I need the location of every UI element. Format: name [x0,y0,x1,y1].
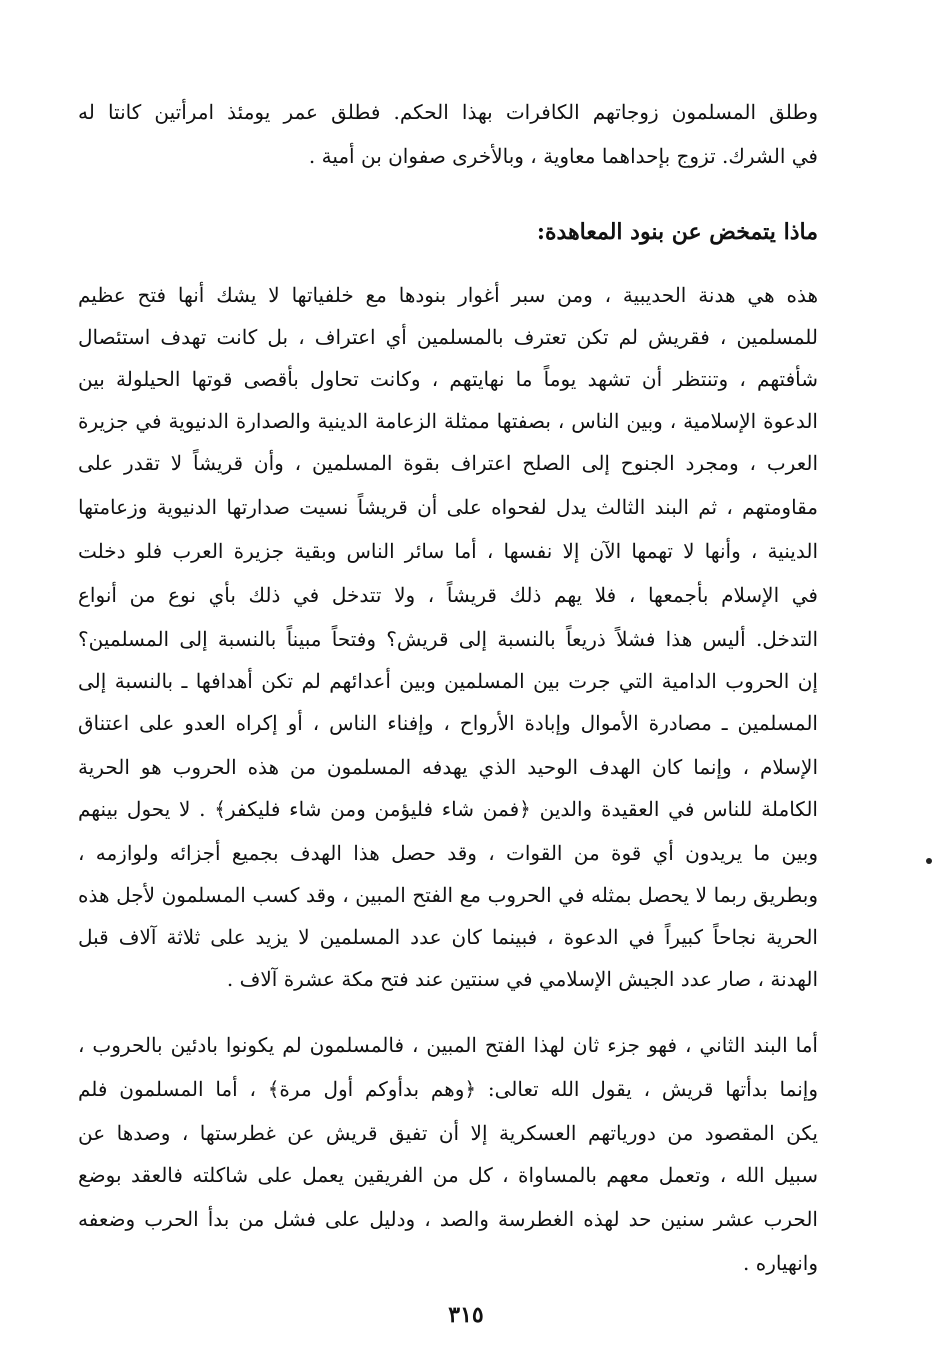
text-line: الدينية ، وأنها لا تهمها الآن إلا نفسها ، أما سائر الناس وبقية جزيرة العرب فلو دخلت [78,539,818,563]
text-line: وانهياره . [743,1251,818,1275]
text-line: مقاومتهم ، ثم البند الثالث يدل لفحواه على أن قريشاً نسيت صدارتها الدنيوية وزعامتها [78,495,818,519]
text-line: للمسلمين ، فقريش لم تكن تعترف بالمسلمين أي اعتراف ، بل كانت تهدف استئصال [78,325,818,349]
text-line: الهدنة ، صار عدد الجيش الإسلامي في سنتين عند فتح مكة عشرة آلاف . [226,967,818,991]
text-line: أما البند الثاني ، فهو جزء ثان لهذا الفتح المبين ، فالمسلمون لم يكونوا بادئين بالحروب ، [78,1033,818,1057]
text-line: وبين ما يريدون أي قوة من القوات ، وقد حصل هذا الهدف بجميع أجزائه ولوازمه ، [78,841,818,865]
text-line: هذه هي هدنة الحديبية ، ومن سبر أغوار بنودها مع خلفياتها لا يشك أنها فتح عظيم [78,283,818,307]
text-line: في الشرك. تزوج بإحداهما معاوية ، وبالأخرى صفوان بن أمية . [308,144,818,168]
text-line: المسلمين ـ مصادرة الأموال وإبادة الأرواح ، وإفناء الناس ، أو إكراه العدو على اعتناق [78,711,818,735]
scan-mark [926,858,932,864]
text-line: الحرب عشر سنين حد لهذه الغطرسة والصد ، ودليل على فشل من بدأ الحرب وضعفه [78,1207,818,1231]
text-line: الإسلام ، وإنما كان الهدف الوحيد الذي يهدفه المسلمون من هذه الحروب هو الحرية [78,755,818,779]
text-line: الحرية نجاحاً كبيراً في الدعوة ، فبينما كان عدد المسلمين لا يزيد على ثلاثة آلاف قبل [78,925,818,949]
page-number: ٣١٥ [448,1302,484,1328]
section-heading: ماذا يتمخض عن بنود المعاهدة: [536,219,818,245]
text-line: العرب ، ومجرد الجنوح إلى الصلح اعتراف بقوة المسلمين ، وأن قريشاً لا تقدر على [78,451,818,475]
text-line: سبيل الله ، وتعمل معهم بالمساواة ، كل من الفريقين يعمل على شاكلته فالعقد بوضع [78,1163,818,1187]
text-line: يكن المقصود من دورياتهم العسكرية إلا أن تفيق قريش عن غطرستها ، وصدها عن [78,1121,818,1145]
text-line: وبطريق ربما لا يحصل بمثله في الحروب مع الفتح المبين ، وقد كسب المسلمون لأجل هذه [78,883,818,907]
text-line: في الإسلام بأجمعها ، فلا يهم ذلك قريشاً ، ولا تتدخل في ذلك بأي نوع من أنواع [78,583,818,607]
text-line: وإنما بدأتها قريش ، يقول الله تعالى: ﴿وهم بدأوكم أول مرة﴾ ، أما المسلمون فلم [78,1077,818,1101]
text-line: التدخل. أليس هذا فشلاً ذريعاً بالنسبة إلى قريش؟ وفتحاً مبيناً بالنسبة إلى المسلمين؟ [78,627,818,651]
text-line: الدعوة الإسلامية ، وبين الناس ، بصفتها ممثلة الزعامة الدينية والصدارة الدنيوية في جزيرة [78,409,818,433]
text-line: شأفتهم ، وتنتظر أن تشهد يوماً ما نهايتهم ، وكانت تحاول بأقصى قوتها الحيلولة بين [78,367,818,391]
text-line: وطلق المسلمون زوجاتهم الكافرات بهذا الحكم. فطلق عمر يومئذ امرأتين كانتا له [78,100,818,124]
text-line: الكاملة للناس في العقيدة والدين ﴿فمن شاء فليؤمن ومن شاء فليكفر﴾ . لا يحول بينهم [78,797,818,821]
text-line: إن الحروب الدامية التي جرت بين المسلمين وبين أعدائهم لم تكن أهدافها ـ بالنسبة إلى [78,669,818,693]
